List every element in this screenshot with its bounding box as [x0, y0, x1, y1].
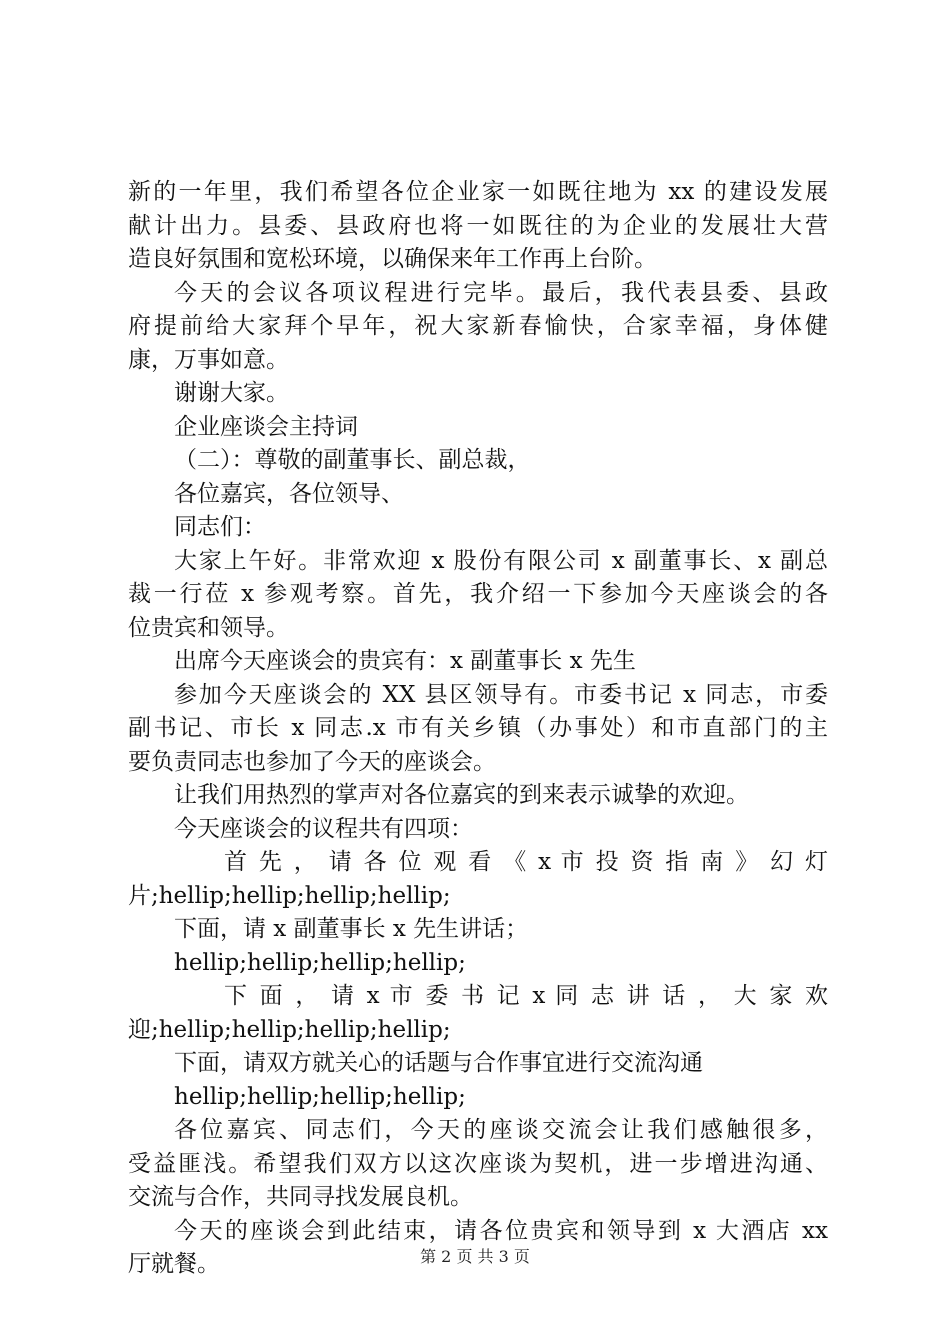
paragraph-line: 献计出力。县委、县政府也将一如既往的为企业的发展壮大营 [128, 212, 828, 239]
paragraph-line: 交流与合作，共同寻找发展良机。 [128, 1184, 473, 1210]
paragraph-line: 受益匪浅。希望我们双方以这次座谈为契机，进一步增进沟通、 [128, 1150, 828, 1177]
section-title: 企业座谈会主持词 [174, 413, 358, 440]
paragraph-line: 新的一年里，我们希望各位企业家一如既往地为 xx 的建设发展 [128, 179, 828, 205]
paragraph-line: 同志们： [174, 514, 266, 540]
paragraph-line: 今天的会议各项议程进行完毕。最后，我代表县委、县政 [174, 279, 828, 306]
paragraph-line: 让我们用热烈的掌声对各位嘉宾的到来表示诚挚的欢迎。 [174, 782, 749, 808]
document-body [128, 176, 828, 1282]
paragraph-line: 谢谢大家。 [174, 380, 289, 406]
page-number-footer: 第 2 页 共 3 页 [420, 1247, 530, 1266]
paragraph-line: 造良好氛围和宽松环境，以确保来年工作再上台阶。 [128, 246, 657, 272]
paragraph-line: 首 先 ， 请 各 位 观 看 《 x 市 投 资 指 南 》 幻 灯 [224, 849, 828, 875]
paragraph-line: 下 面 ， 请 x 市 委 书 记 x 同 志 讲 话 ， 大 家 欢 [224, 983, 828, 1009]
paragraph-line: 各位嘉宾，各位领导、 [174, 480, 404, 507]
paragraph-line: 厅就餐。 [128, 1251, 220, 1277]
paragraph-line: 片;hellip;hellip;hellip;hellip; [128, 882, 451, 909]
paragraph-line: hellip;hellip;hellip;hellip; [174, 1083, 466, 1110]
paragraph-line: 今天的座谈会到此结束，请各位贵宾和领导到 x 大酒店 xx [174, 1217, 828, 1244]
paragraph-line: 府提前给大家拜个早年，祝大家新春愉快，合家幸福，身体健 [128, 313, 828, 339]
paragraph-line: 下面，请双方就关心的话题与合作事宜进行交流沟通 [174, 1050, 703, 1076]
paragraph-line: 今天座谈会的议程共有四项： [174, 815, 473, 842]
paragraph-line: 要负责同志也参加了今天的座谈会。 [128, 748, 496, 775]
paragraph-line: 出席今天座谈会的贵宾有：x 副董事长 x 先生 [174, 648, 636, 674]
paragraph-line: 副书记、市长 x 同志.x 市有关乡镇（办事处）和市直部门的主 [128, 715, 828, 741]
paragraph-line: 位贵宾和领导。 [128, 614, 289, 641]
paragraph-line: 康，万事如意。 [128, 346, 289, 373]
paragraph-line: （二）：尊敬的副董事长、副总裁， [174, 447, 531, 473]
paragraph-line: 下面，请 x 副董事长 x 先生讲话； [174, 916, 529, 942]
paragraph-line: 大家上午好。非常欢迎 x 股份有限公司 x 副董事长、x 副总 [174, 547, 828, 574]
paragraph-line: 参加今天座谈会的 XX 县区领导有。市委书记 x 同志，市委 [174, 681, 828, 708]
paragraph-line: 各位嘉宾、同志们，今天的座谈交流会让我们感触很多， [174, 1117, 828, 1143]
paragraph-line: hellip;hellip;hellip;hellip; [174, 949, 466, 976]
paragraph-line: 裁一行莅 x 参观考察。首先，我介绍一下参加今天座谈会的各 [128, 581, 828, 607]
paragraph-line: 迎;hellip;hellip;hellip;hellip; [128, 1016, 451, 1043]
